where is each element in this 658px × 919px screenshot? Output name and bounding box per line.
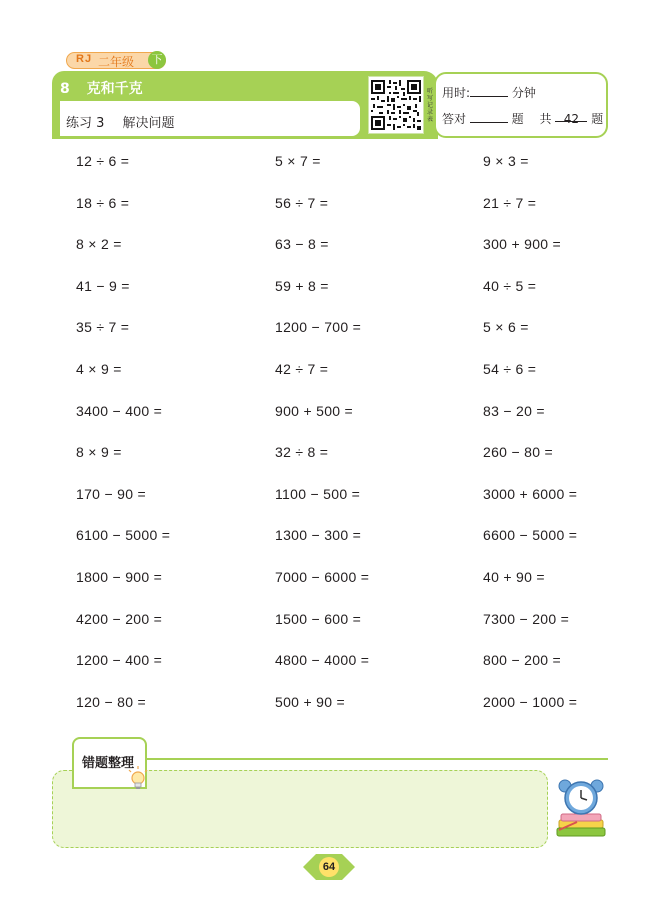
exercise-row bbox=[76, 694, 616, 714]
exercise-item: 300 + 900 = bbox=[483, 236, 562, 253]
exercise-item: 900 + 500 = bbox=[275, 402, 354, 419]
exercise-item: 1100 − 500 = bbox=[275, 485, 361, 502]
exercise-row bbox=[76, 403, 616, 423]
exercise-item: 260 − 80 = bbox=[483, 444, 553, 461]
unit-number: 8 bbox=[60, 81, 70, 97]
exercise-row bbox=[76, 319, 616, 339]
exercise-item: 21 ÷ 7 = bbox=[483, 194, 537, 211]
grade-badge bbox=[66, 52, 166, 69]
lightbulb-icon bbox=[127, 766, 149, 797]
exercise-item: 59 + 8 = bbox=[275, 277, 329, 294]
total-value: 42 bbox=[555, 112, 587, 122]
grade-label: 二年级 bbox=[98, 55, 135, 69]
exercise-row bbox=[76, 486, 616, 506]
exercise-item: 800 − 200 = bbox=[483, 652, 562, 669]
term-label: 下 bbox=[148, 51, 166, 69]
exercise-item: 1200 − 700 = bbox=[275, 319, 362, 336]
correct-label: 答对 bbox=[442, 112, 467, 126]
exercise-row bbox=[76, 195, 616, 215]
exercise-item: 6600 − 5000 = bbox=[483, 527, 578, 544]
exercise-item: 170 − 90 = bbox=[76, 485, 146, 502]
exercise-item: 7000 − 6000 = bbox=[275, 569, 370, 585]
correct-blank[interactable] bbox=[470, 113, 508, 123]
qr-code-graphic bbox=[371, 79, 421, 131]
exercise-item: 18 ÷ 6 = bbox=[76, 194, 130, 211]
mistakes-label: 错题整理 bbox=[82, 756, 135, 771]
exercise-item: 120 − 80 = bbox=[76, 693, 146, 710]
exercise-item: 4200 − 200 = bbox=[76, 610, 163, 627]
unit-title: 克和千克 bbox=[86, 81, 143, 97]
practice-subtitle bbox=[66, 112, 189, 131]
practice-number: 练习 3 bbox=[66, 116, 105, 131]
exercise-item: 54 ÷ 6 = bbox=[483, 361, 537, 377]
exercise-item: 56 ÷ 7 = bbox=[275, 194, 329, 211]
exercise-item: 5 × 6 = bbox=[483, 319, 529, 336]
mistakes-divider bbox=[146, 758, 608, 760]
exercise-item: 12 ÷ 6 = bbox=[76, 153, 130, 169]
exercise-item: 1500 − 600 = bbox=[275, 610, 362, 627]
exercise-item: 32 ÷ 8 = bbox=[275, 444, 329, 461]
exercise-item: 83 − 20 = bbox=[483, 402, 545, 419]
exercise-item: 1300 − 300 = bbox=[275, 527, 362, 544]
exercise-item: 40 + 90 = bbox=[483, 569, 545, 585]
exercise-row bbox=[76, 153, 616, 173]
total-label: 共 bbox=[539, 112, 552, 126]
qr-code-icon[interactable] bbox=[368, 76, 424, 134]
exercise-item: 8 × 2 = bbox=[76, 236, 122, 253]
exercise-row bbox=[76, 652, 616, 672]
score-row bbox=[442, 110, 603, 127]
exercise-item: 42 ÷ 7 = bbox=[275, 361, 329, 377]
time-row bbox=[442, 84, 536, 101]
exercise-row bbox=[76, 236, 616, 256]
exercise-item: 6100 − 5000 = bbox=[76, 527, 171, 544]
time-label: 用时: bbox=[442, 86, 471, 100]
exercise-row bbox=[76, 527, 616, 547]
total-unit: 题 bbox=[591, 112, 604, 126]
exercise-item: 41 − 9 = bbox=[76, 277, 130, 294]
exercise-item: 35 ÷ 7 = bbox=[76, 319, 130, 336]
exercise-item: 9 × 3 = bbox=[483, 153, 529, 169]
exercise-item: 3000 + 6000 = bbox=[483, 485, 578, 502]
qr-side-text: 听写记录表 bbox=[427, 88, 434, 123]
time-blank[interactable] bbox=[470, 87, 508, 97]
exercise-item: 3400 − 400 = bbox=[76, 402, 163, 419]
exercise-row bbox=[76, 444, 616, 464]
exercise-item: 500 + 90 = bbox=[275, 693, 345, 710]
exercise-item: 8 × 9 = bbox=[76, 444, 122, 461]
time-unit: 分钟 bbox=[511, 86, 536, 100]
unit-title-row bbox=[60, 78, 155, 98]
exercise-item: 4 × 9 = bbox=[76, 361, 122, 377]
page-number: 64 bbox=[322, 861, 336, 873]
correct-unit: 题 bbox=[511, 112, 524, 126]
practice-title: 解决问题 bbox=[122, 116, 175, 131]
exercise-item: 2000 − 1000 = bbox=[483, 693, 578, 710]
stats-box bbox=[434, 72, 608, 138]
exercise-item: 1200 − 400 = bbox=[76, 652, 163, 669]
exercise-row bbox=[76, 569, 616, 589]
exercise-item: 5 × 7 = bbox=[275, 153, 321, 169]
exercise-item: 1800 − 900 = bbox=[76, 569, 163, 585]
exercise-row bbox=[76, 278, 616, 298]
exercise-item: 4800 − 4000 = bbox=[275, 652, 370, 669]
alarm-clock-books-icon bbox=[553, 776, 609, 845]
exercise-row bbox=[76, 611, 616, 631]
exercise-item: 40 ÷ 5 = bbox=[483, 277, 537, 294]
exercise-item: 63 − 8 = bbox=[275, 236, 329, 253]
edition-label: RJ bbox=[76, 53, 93, 65]
page-number-badge bbox=[303, 854, 355, 880]
exercise-item: 7300 − 200 = bbox=[483, 610, 570, 627]
exercise-row bbox=[76, 361, 616, 381]
